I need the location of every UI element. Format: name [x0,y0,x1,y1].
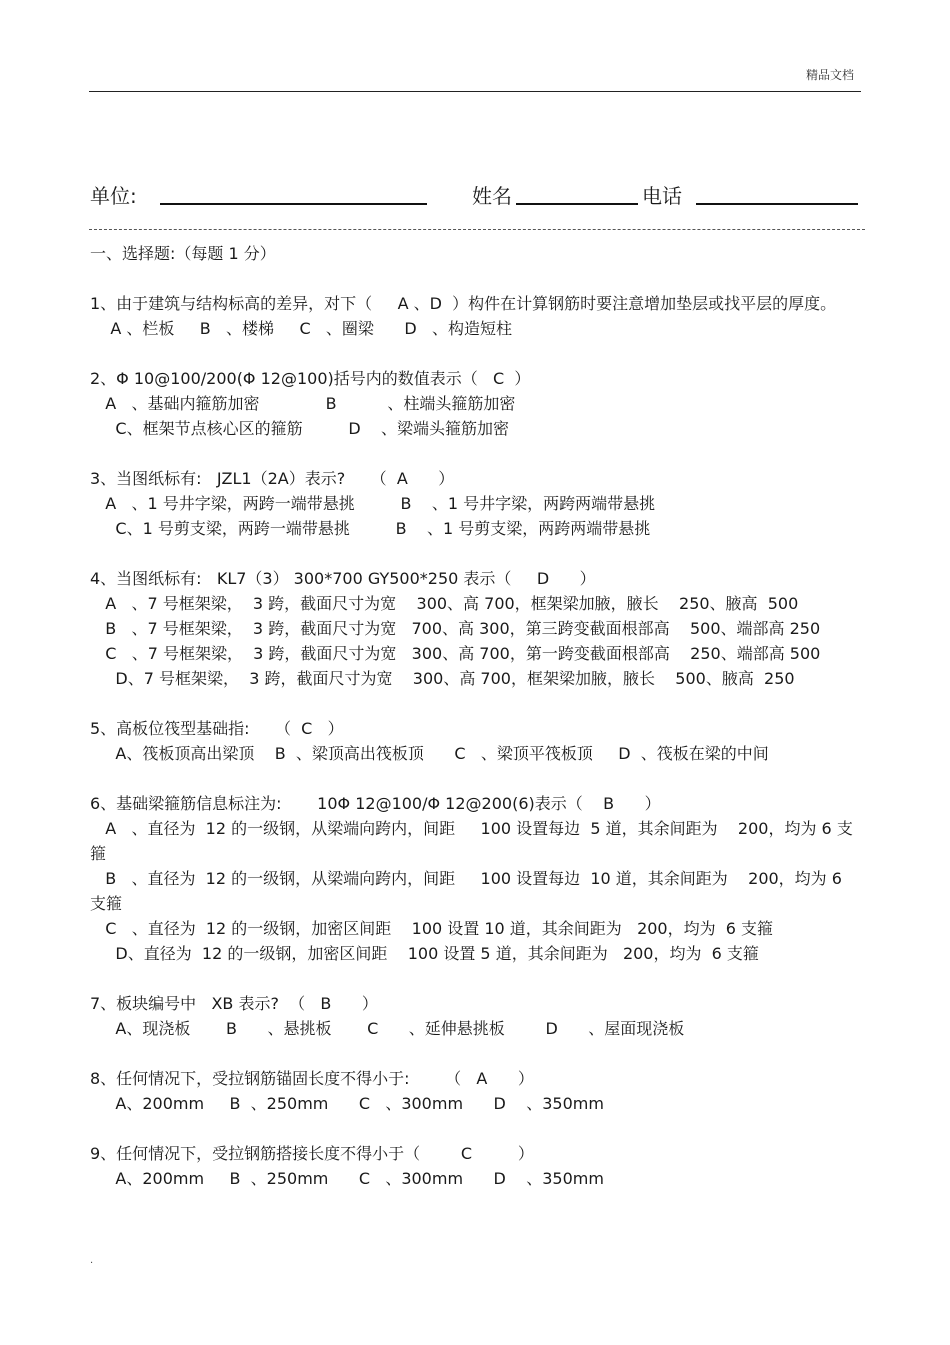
header-rule [89,91,861,92]
question-7-stem: 7、板块编号中 XB 表示? （ B ） [90,994,378,1013]
phone-label: 电话 [642,184,682,208]
question-3-options-1: A 、1 号井字梁，两跨一端带悬挑 B 、1 号井字梁，两跨两端带悬挑 [90,494,656,513]
question-4-option-a: A 、7 号框架梁， 3 跨，截面尺寸为宽 300、高 700，框架梁加腋，腋长 250、腋高 500 [90,594,799,613]
unit-field[interactable] [160,203,427,205]
footer-mark: . [90,1255,94,1266]
question-4-option-d: D、7 号框架梁， 3 跨，截面尺寸为宽 300、高 700，框架梁加腋，腋长 500、腋高 250 [90,669,795,688]
question-7-options: A、现浇板 B 、悬挑板 C 、延伸悬挑板 D 、屋面现浇板 [90,1019,685,1038]
section-title: 一、选择题:（每题 1 分） [90,244,276,263]
question-9-stem: 9、任何情况下，受拉钢筋搭接长度不得小于（ C ） [90,1144,534,1163]
question-2-options-1: A 、基础内箍筋加密 B 、柱端头箍筋加密 [90,394,516,413]
question-1-stem: 1、由于建筑与结构标高的差异，对下（ A 、D ）构件在计算钢筋时要注意增加垫层或找平层的厚度。 [90,294,837,313]
question-6-option-c: C 、直径为 12 的一级钢，加密区间距 100 设置 10 道，其余间距为 200，均为 6 支箍 [90,919,774,938]
question-6-option-b: B 、直径为 12 的一级钢，从梁端向跨内，间距 100 设置每边 10 道，其余间距为 200，均为 6 支箍 [90,869,848,913]
question-6-stem: 6、基础梁箍筋信息标注为: 10Φ 12@100/Φ 12@200(6)表示（ B ） [90,794,661,813]
unit-label: 单位: [90,184,137,208]
question-2-options-2: C、框架节点核心区的箍筋 D 、梁端头箍筋加密 [90,419,510,438]
question-6-option-d: D、直径为 12 的一级钢，加密区间距 100 设置 5 道，其余间距为 200，均为 6 支箍 [90,944,759,963]
question-content [90,241,862,1191]
question-5-options: A、筏板顶高出梁顶 B 、梁顶高出筏板顶 C 、梁顶平筏板顶 D 、筏板在梁的中间 [90,744,769,763]
question-3-options-2: C、1 号剪支梁，两跨一端带悬挑 B 、1 号剪支梁，两跨两端带悬挑 [90,519,651,538]
question-4-option-c: C 、7 号框架梁， 3 跨，截面尺寸为宽 300、高 700，第一跨变截面根部高 250、端部高 500 [90,644,821,663]
phone-field[interactable] [696,203,858,205]
name-label: 姓名 [472,184,512,208]
info-row [90,176,862,210]
name-field[interactable] [516,203,638,205]
question-5-stem: 5、高板位筏型基础指: （ C ） [90,719,344,738]
question-1-options: A 、栏板 B 、楼梯 C 、圈梁 D 、构造短柱 [90,319,512,338]
dashed-separator [89,229,865,230]
question-8-stem: 8、任何情况下，受拉钢筋锚固长度不得小于: （ A ） [90,1069,534,1088]
question-3-stem: 3、当图纸标有: JZL1（2A）表示? （ A ） [90,469,455,488]
header-tag: 精品文档 [805,68,854,82]
question-2-stem: 2、Φ 10@100/200(Φ 12@100)括号内的数值表示（ C ） [90,369,531,388]
question-4-option-b: B 、7 号框架梁， 3 跨，截面尺寸为宽 700、高 300，第三跨变截面根部高 500、端部高 250 [90,619,821,638]
question-4-stem: 4、当图纸标有: KL7（3） 300*700 GY500*250 表示（ D ） [90,569,596,588]
question-9-options: A、200mm B 、250mm C 、300mm D 、350mm [90,1169,604,1188]
question-6-option-a: A 、直径为 12 的一级钢，从梁端向跨内，间距 100 设置每边 5 道，其余间距为 200，均为 6 支箍 [90,819,853,863]
question-8-options: A、200mm B 、250mm C 、300mm D 、350mm [90,1094,604,1113]
